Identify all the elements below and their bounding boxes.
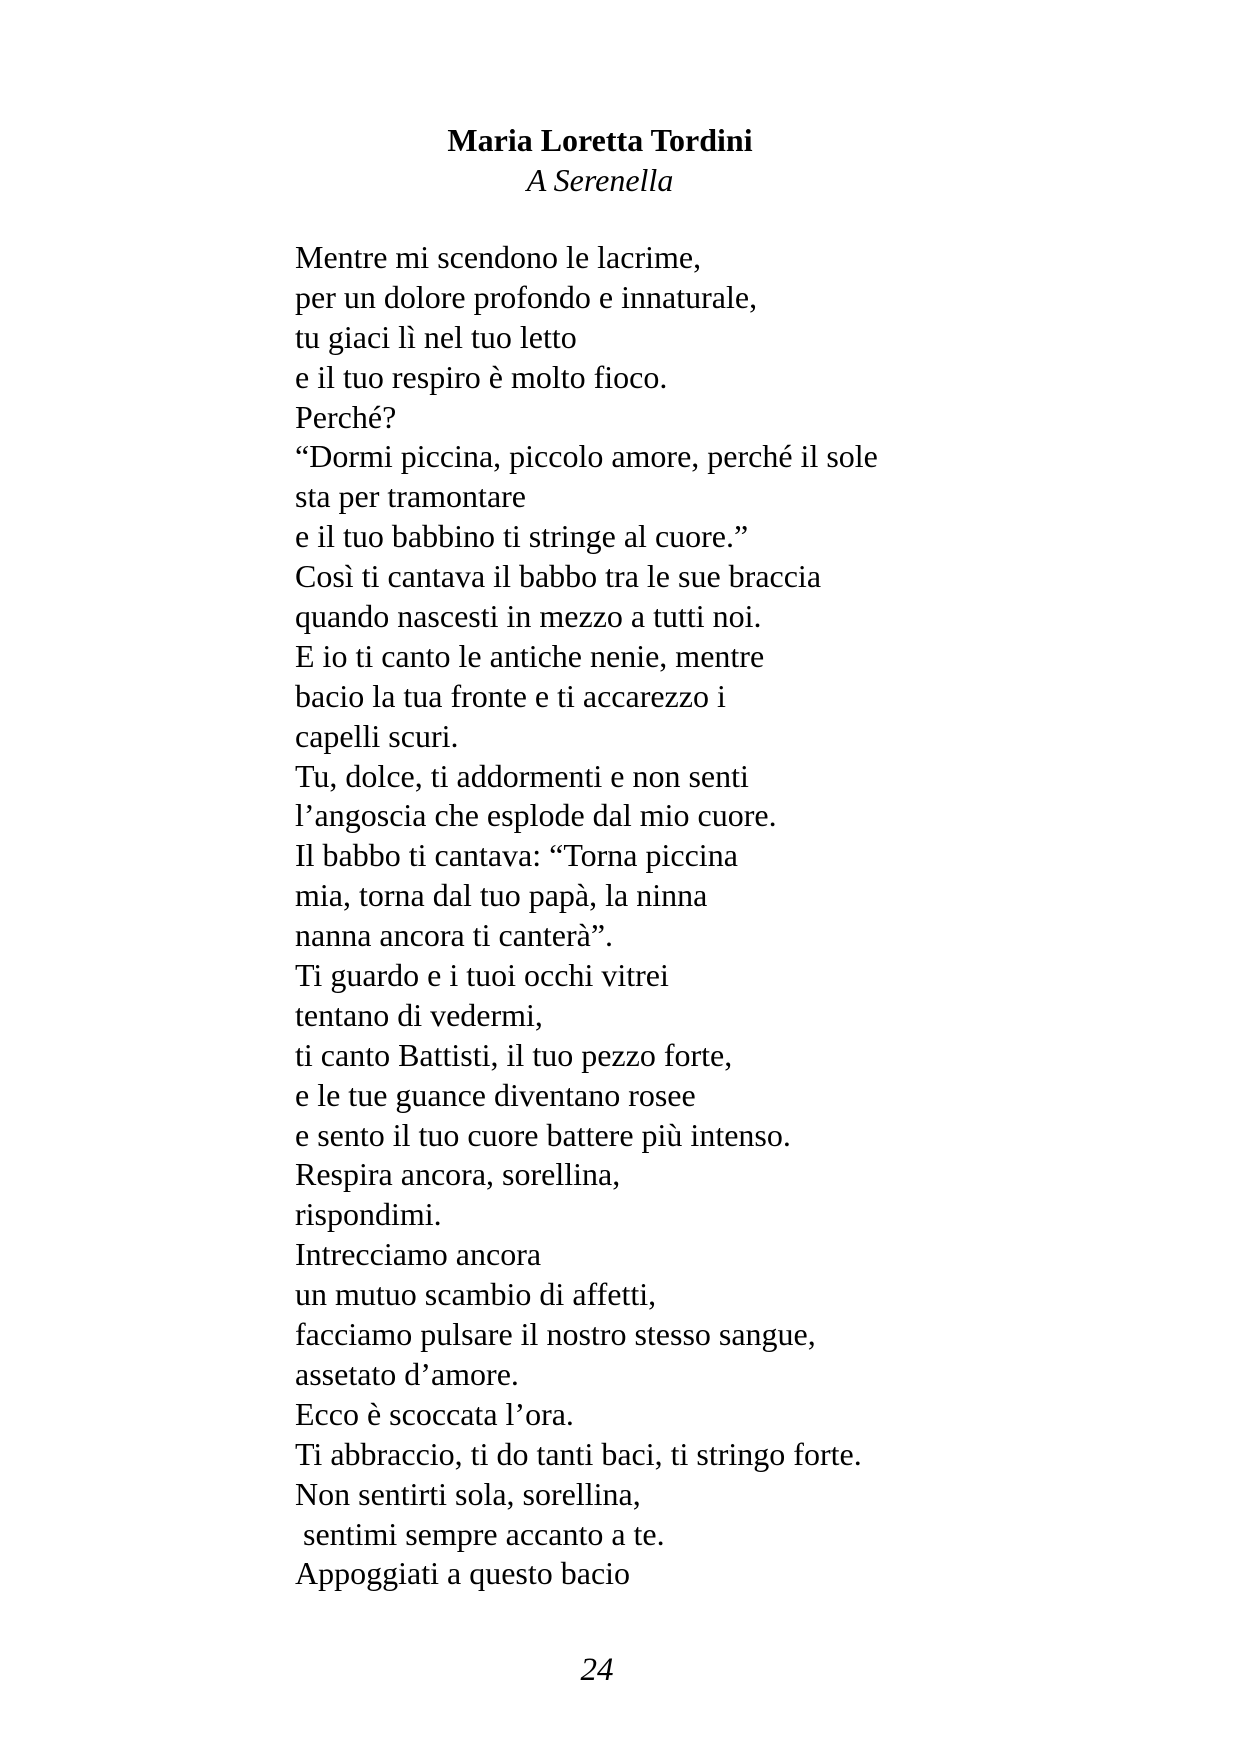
poem-line: capelli scuri. bbox=[295, 717, 459, 754]
poem-line: E io ti canto le antiche nenie, mentre bbox=[295, 637, 765, 674]
poem-line: Appoggiati a questo bacio bbox=[295, 1555, 631, 1592]
poem-title: A Serenella bbox=[526, 162, 674, 198]
poem-line: Ecco è scoccata l’ora. bbox=[295, 1395, 574, 1432]
poem-line: Ti guardo e i tuoi occhi vitrei bbox=[295, 957, 669, 994]
poem-line: nanna ancora ti canterà”. bbox=[295, 917, 614, 954]
poem-body bbox=[295, 238, 1195, 1594]
page-number: 24 bbox=[580, 1652, 614, 1688]
poem-line: un mutuo scambio di affetti, bbox=[295, 1276, 657, 1313]
poem-line: per un dolore profondo e innaturale, bbox=[295, 278, 758, 315]
poem-line: e il tuo respiro è molto fioco. bbox=[295, 358, 668, 395]
poem-line: assetato d’amore. bbox=[295, 1355, 519, 1392]
poem-line: bacio la tua fronte e ti accarezzo i bbox=[295, 677, 726, 714]
poem-line: e il tuo babbino ti stringe al cuore.” bbox=[295, 518, 749, 555]
poem-line: Respira ancora, sorellina, bbox=[295, 1156, 621, 1193]
poem-line: rispondimi. bbox=[295, 1196, 442, 1233]
poem-line: facciamo pulsare il nostro stesso sangue, bbox=[295, 1316, 816, 1353]
poem-line: tentano di vedermi, bbox=[295, 996, 543, 1033]
poem-line: tu giaci lì nel tuo letto bbox=[295, 318, 577, 355]
poem-line: Il babbo ti cantava: “Torna piccina bbox=[295, 837, 738, 874]
poem-line: e le tue guance diventano rosee bbox=[295, 1076, 696, 1113]
poem-line: Così ti cantava il babbo tra le sue braccia bbox=[295, 558, 822, 595]
poem-line: Intrecciamo ancora bbox=[295, 1236, 542, 1273]
poem-line: quando nascesti in mezzo a tutti noi. bbox=[295, 598, 762, 635]
poem-line: Ti abbraccio, ti do tanti baci, ti stringo forte. bbox=[295, 1435, 862, 1472]
poem-line: ti canto Battisti, il tuo pezzo forte, bbox=[295, 1036, 733, 1073]
poem-line: sta per tramontare bbox=[295, 478, 526, 515]
poem-line: “Dormi piccina, piccolo amore, perché il sole bbox=[295, 438, 878, 475]
poem-header bbox=[0, 120, 1200, 200]
poem-line: Tu, dolce, ti addormenti e non senti bbox=[295, 757, 749, 794]
poem-line: Non sentirti sola, sorellina, bbox=[295, 1475, 641, 1512]
author-name: Maria Loretta Tordini bbox=[447, 122, 753, 158]
poem-line: Perché? bbox=[295, 398, 397, 435]
poem-line: Mentre mi scendono le lacrime, bbox=[295, 239, 702, 275]
poem-line: sentimi sempre accanto a te. bbox=[295, 1515, 665, 1552]
poem-line: mia, torna dal tuo papà, la ninna bbox=[295, 877, 708, 914]
poem-line: l’angoscia che esplode dal mio cuore. bbox=[295, 797, 777, 834]
poem-line: e sento il tuo cuore battere più intenso. bbox=[295, 1116, 791, 1153]
